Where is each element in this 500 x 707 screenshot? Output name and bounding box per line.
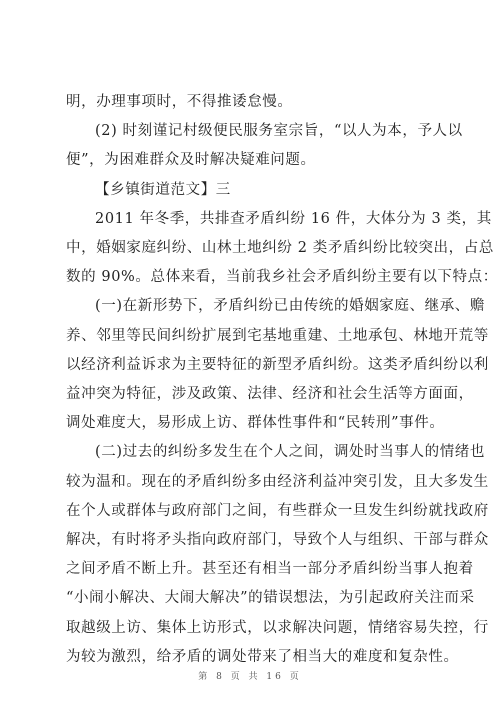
text-line: 数的 90%。总体来看，当前我乡社会矛盾纠纷主要有以下特点： xyxy=(66,269,498,285)
text-line: 养、邻里等民间纠纷扩展到宅基地重建、土地承包、林地开荒等 xyxy=(66,328,489,344)
section-heading: 【乡镇街道范文】三 xyxy=(95,182,231,198)
text-line: “小闹小解决、大闹大解决”的错误想法，为引起政府关注而采 xyxy=(66,590,475,606)
text-line: (一)在新形势下，矛盾纠纷已由传统的婚姻家庭、继承、赡 xyxy=(95,298,486,314)
text-line: 较为温和。现在的矛盾纠纷多由经济利益冲突引发，且大多发生 xyxy=(66,474,489,490)
text-line: 益冲突为特征，涉及政策、法律、经济和社会生活等方面面， xyxy=(66,386,474,402)
text-line: 2011 年冬季，共排查矛盾纠纷 16 件，大体分为 3 类，其 xyxy=(95,211,492,227)
text-line: 解决，有时将矛头指向政府部门，导致个人与组织、干部与群众 xyxy=(66,532,489,548)
text-line: 明，办理事项时，不得推诿怠慢。 xyxy=(66,94,293,110)
page-number: 第 8 页 共 16 页 xyxy=(198,672,302,682)
text-line: 在个人或群体与政府部门之间，有些群众一旦发生纠纷就找政府 xyxy=(66,503,489,519)
text-line: 调处难度大，易形成上访、群体性事件和“民转刑”事件。 xyxy=(66,415,445,431)
text-line: (二)过去的纠纷多发生在个人之间，调处时当事人的情绪也 xyxy=(95,444,486,460)
text-line: 为较为激烈，给矛盾的调处带来了相当大的难度和复杂性。 xyxy=(66,649,459,665)
text-line: (2) 时刻谨记村级便民服务室宗旨，“以人为本，予人以 xyxy=(95,123,463,139)
text-line: 中，婚姻家庭纠纷、山林土地纠纷 2 类矛盾纠纷比较突出，占总 xyxy=(66,240,494,256)
text-line: 之间矛盾不断上升。甚至还有相当一部分矛盾纠纷当事人抱着 xyxy=(66,561,474,577)
text-line: 取越级上访、集体上访形式，以求解决问题，情绪容易失控，行 xyxy=(66,620,489,636)
text-line: 以经济利益诉求为主要特征的新型矛盾纠纷。这类矛盾纠纷以利 xyxy=(66,357,489,373)
text-line: 便”，为困难群众及时解决疑难问题。 xyxy=(66,152,316,168)
